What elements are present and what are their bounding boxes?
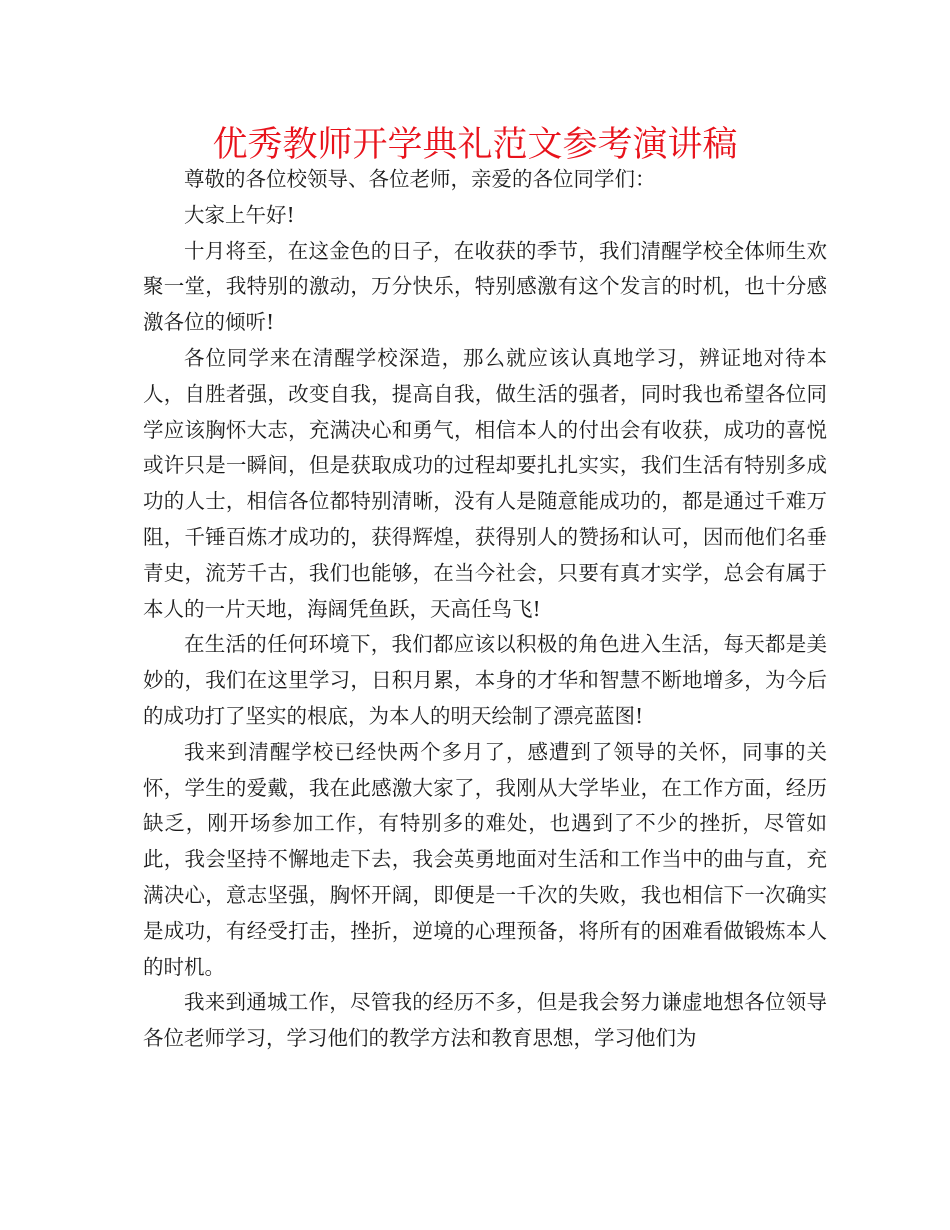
body-paragraph: 在生活的任何环境下，我们都应该以积极的角色进入生活，每天都是美妙的，我们在这里学习，日积月累，本身的才华和智慧不断地增多，为今后的成功打了坚实的根底，为本人的明天绘制了漂亮蓝图! [143,632,827,728]
body-paragraph: 我来到清醒学校已经快两个多月了，感遭到了领导的关怀，同事的关怀，学生的爱戴，我在此感激大家了，我刚从大学毕业，在工作方面，经历缺乏，刚开场参加工作，有特别多的难处，也遇到了不少的挫折，尽管如此，我会坚持不懈地走下去，我会英勇地面对生活和工作当中的曲与直，充满决心，意志坚强，胸怀开阔，即便是一千次的失败，我也相信下一次确实是成功，有经受打击，挫折，逆境的心理预备，将所有的困难看做锻炼本人的时机。 [143,739,827,979]
body-paragraph: 我来到通城工作，尽管我的经历不多，但是我会努力谦虚地想各位领导各位老师学习，学习他们的教学方法和教育思想，学习他们为 [143,990,827,1051]
body-paragraph: 十月将至，在这金色的日子，在收获的季节，我们清醒学校全体师生欢聚一堂，我特别的激动，万分快乐，特别感激有这个发言的时机，也十分感激各位的倾听! [143,238,827,335]
document-body [143,162,827,1057]
salutation-paragraph: 尊敬的各位校领导、各位老师，亲爱的各位同学们： [184,167,656,191]
body-paragraph: 各位同学来在清醒学校深造，那么就应该认真地学习，辨证地对待本人，自胜者强，改变自我，提高自我，做生活的强者，同时我也希望各位同学应该胸怀大志，充满决心和勇气，相信本人的付出会有收获，成功的喜悦或许只是一瞬间，但是获取成功的过程却要扎扎实实，我们生活有特别多成功的人士，相信各位都特别清晰，没有人是随意能成功的，都是通过千难万阻，千锤百炼才成功的，获得辉煌，获得别人的赞扬和认可，因而他们名垂青史，流芳千古，我们也能够，在当今社会，只要有真才实学，总会有属于本人的一片天地，海阔凭鱼跃，天高任鸟飞! [143,345,827,621]
document-title: 优秀教师开学典礼范文参考演讲稿 [212,125,738,165]
greeting-paragraph: 大家上午好! [184,202,295,227]
